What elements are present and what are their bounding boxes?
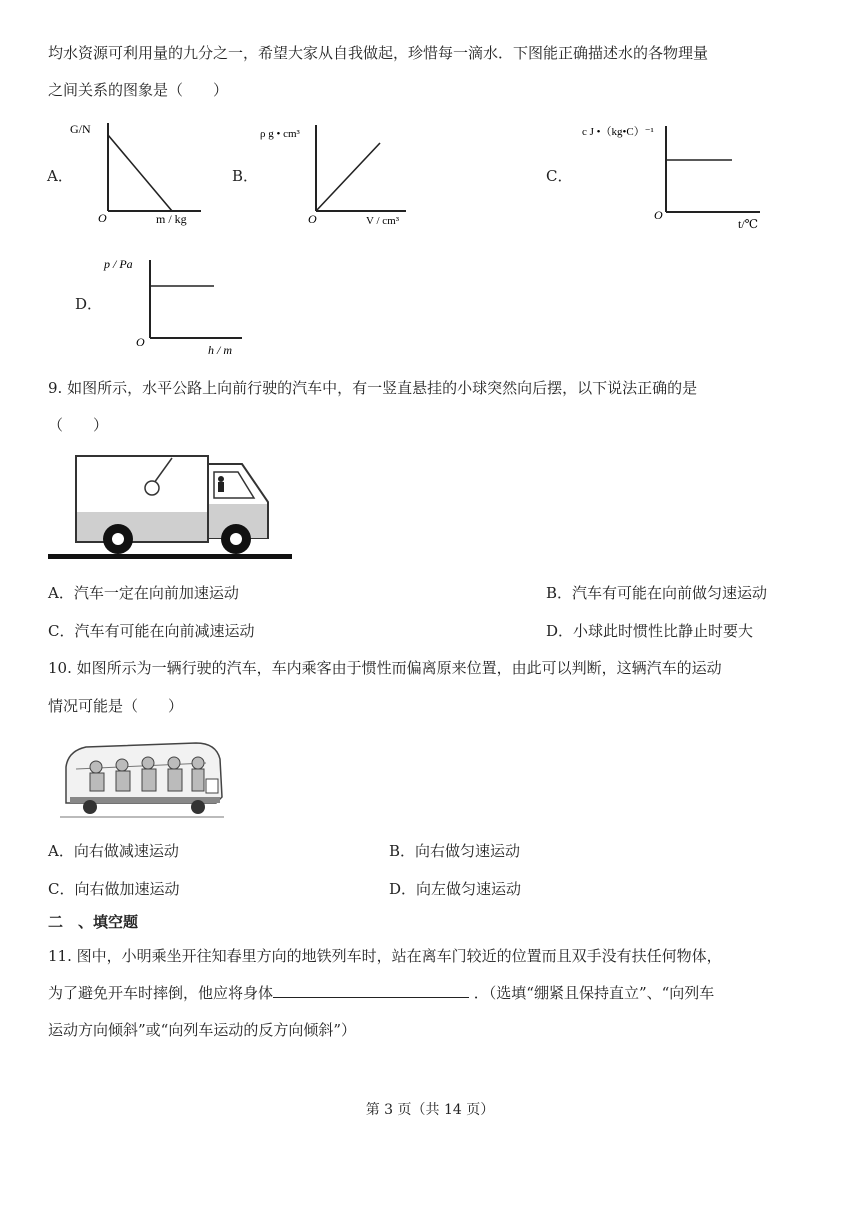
bus-passengers-illustration [56, 733, 228, 819]
graph-a-xlabel: m / kg [156, 212, 187, 226]
q10-option-b[interactable]: B．向右做匀速运动 [389, 842, 521, 860]
page-footer: 第 3 页（共 14 页） [365, 1102, 495, 1118]
graph-a-line [108, 135, 172, 211]
q10-option-d[interactable]: D．向左做匀速运动 [389, 880, 522, 898]
q11-line1: 11. 图中，小明乘坐开往知春里方向的地铁列车时，站在离车门较近的位置而且双手没有扶任何物体， [48, 947, 722, 965]
graph-d-origin: O [136, 335, 145, 349]
q8-line2: 之间关系的图象是（ ） [48, 81, 229, 99]
q10-option-c[interactable]: C．向右做加速运动 [48, 880, 180, 898]
graph-a-origin: O [98, 211, 107, 225]
graph-c-origin: O [654, 208, 663, 222]
q8-graph-a[interactable] [68, 115, 218, 230]
q8-graph-d[interactable] [98, 250, 258, 362]
q9-option-a[interactable]: A．汽车一定在向前加速运动 [48, 584, 239, 602]
q9-option-c[interactable]: C．汽车有可能在向前减速运动 [48, 622, 255, 640]
q11-line2 [48, 983, 714, 1003]
graph-b-line [316, 143, 380, 211]
q8-option-b-letter[interactable]: B． [232, 167, 259, 185]
section-heading: 二 、填空题 [48, 913, 139, 931]
q11-line2-pre: 为了避免开车时摔倒，他应将身体 [48, 984, 274, 1002]
q8-line1: 均水资源可利用量的九分之一，希望大家从自我做起，珍惜每一滴水．下图能正确描述水的各物理量 [48, 44, 709, 62]
q10-line1: 10. 如图所示为一辆行驶的汽车，车内乘客由于惯性而偏离原来位置，由此可以判断，这辆汽车的运动 [48, 659, 722, 677]
graph-d-ylabel: p / Pa [104, 257, 133, 271]
q10-option-a[interactable]: A．向右做减速运动 [48, 842, 179, 860]
truck-illustration [46, 446, 292, 562]
q8-graph-c[interactable] [578, 118, 778, 233]
graph-a-ylabel: G/N [70, 122, 91, 136]
graph-b-ylabel: ρ g • cm³ [260, 128, 300, 140]
q8-graph-b[interactable] [256, 115, 416, 230]
graph-d-xlabel: h / m [208, 343, 232, 357]
q9-line2: （ ） [48, 416, 109, 434]
graph-c-xlabel: t/℃ [738, 217, 759, 231]
q8-option-c-letter[interactable]: C． [546, 167, 573, 185]
q8-option-a-letter[interactable]: A． [47, 167, 73, 185]
q9-option-b[interactable]: B．汽车有可能在向前做匀速运动 [546, 584, 768, 602]
pendulum-ball [145, 481, 159, 495]
graph-b-origin: O [308, 212, 317, 226]
q10-line2: 情况可能是（ ） [48, 697, 184, 715]
q9-line1: 9. 如图所示，水平公路上向前行驶的汽车中，有一竖直悬挂的小球突然向后摆，以下说法正确的是 [48, 379, 698, 397]
q11-line3: 运动方向倾斜”或“向列车运动的反方向倾斜”） [48, 1021, 357, 1039]
q9-option-d[interactable]: D．小球此时惯性比静止时要大 [546, 622, 754, 640]
q11-answer-blank[interactable] [273, 983, 469, 998]
graph-c-ylabel: c J •（kg•C）⁻¹ [582, 126, 654, 138]
q8-option-d-letter[interactable]: D． [75, 295, 103, 313]
graph-b-xlabel: V / cm³ [366, 215, 400, 227]
q11-line2-post: ．（选填“绷紧且保持直立”、“向列车 [473, 984, 715, 1002]
